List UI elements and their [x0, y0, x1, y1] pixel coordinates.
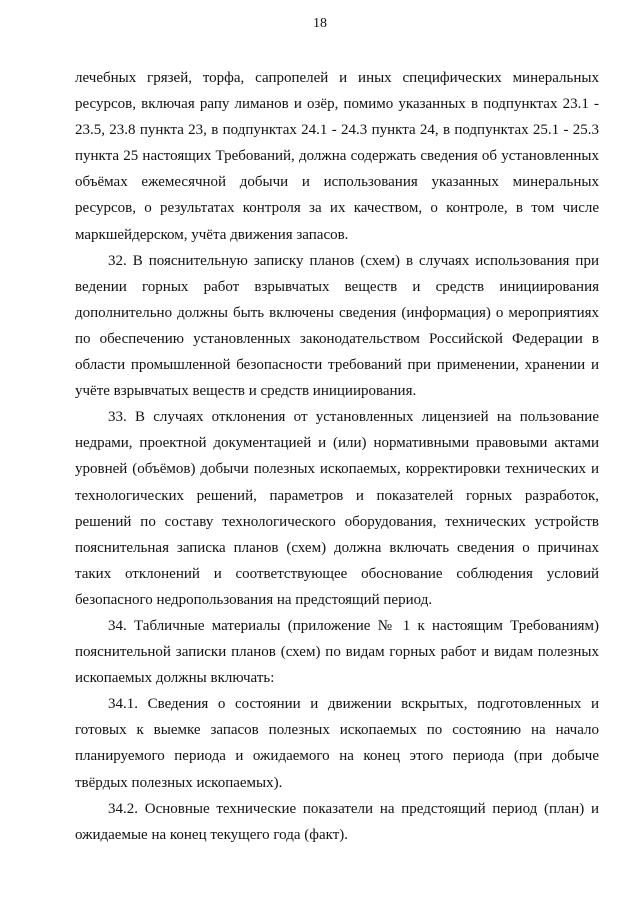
paragraph-34-2: 34.2. Основные технические показатели на предстоящий период (план) и ожидаемые на конец текущего года (факт).	[75, 800, 599, 843]
paragraph-32: 32. В пояснительную записку планов (схем) в случаях использования при ведении горных работ взрывчатых веществ и средств инициирования дополнительно должны быть включены сведения (информация) о мероприятиях по обеспечению установленных законодательством Российской Федерации в области промышленной безопасности требований при применении, хранении и учёте взрывчатых веществ и средств инициирования.	[75, 252, 599, 400]
paragraph-34: 34. Табличные материалы (приложение № 1 к настоящим Требованиям) пояснительной записки планов (схем) по видам горных работ и видам полезных ископаемых должны включать:	[75, 617, 599, 687]
paragraph-33: 33. В случаях отклонения от установленных лицензией на пользование недрами, проектной документацией и (или) нормативными правовыми актами уровней (объёмов) добычи полезных ископаемых, корректировки технических и технологических решений, параметров и показателей горных разработок, решений по составу технологического оборудования, технических устройств пояснительная записка планов (схем) должна включать сведения о причинах таких отклонений и соответствующее обоснование соблюдения условий безопасного недропользования на предстоящий период.	[75, 409, 599, 608]
paragraph-34-1: 34.1. Сведения о состоянии и движении вскрытых, подготовленных и готовых к выемке запасов полезных ископаемых по состоянию на начало планируемого периода и ожидаемого на конец этого периода (при добыче твёрдых полезных ископаемых).	[75, 696, 599, 791]
paragraph-continuation: лечебных грязей, торфа, сапропелей и иных специфических минеральных ресурсов, включая рапу лиманов и озёр, помимо указанных в подпунктах 23.1 - 23.5, 23.8 пункта 23, в подпунктах 24.1 - 24.3 пункта 24, в подпунктах 25.1 - 25.3 пункта 25 настоящих Требований, должна содержать сведения об установленных объёмах ежемесячной добычи и использования указанных минеральных ресурсов, о результатах контроля за их качеством, о контроле, в том числе маркшейдерском, учёта движения запасов.	[75, 70, 599, 243]
page-number: 18	[313, 16, 327, 31]
document-body	[75, 65, 599, 848]
